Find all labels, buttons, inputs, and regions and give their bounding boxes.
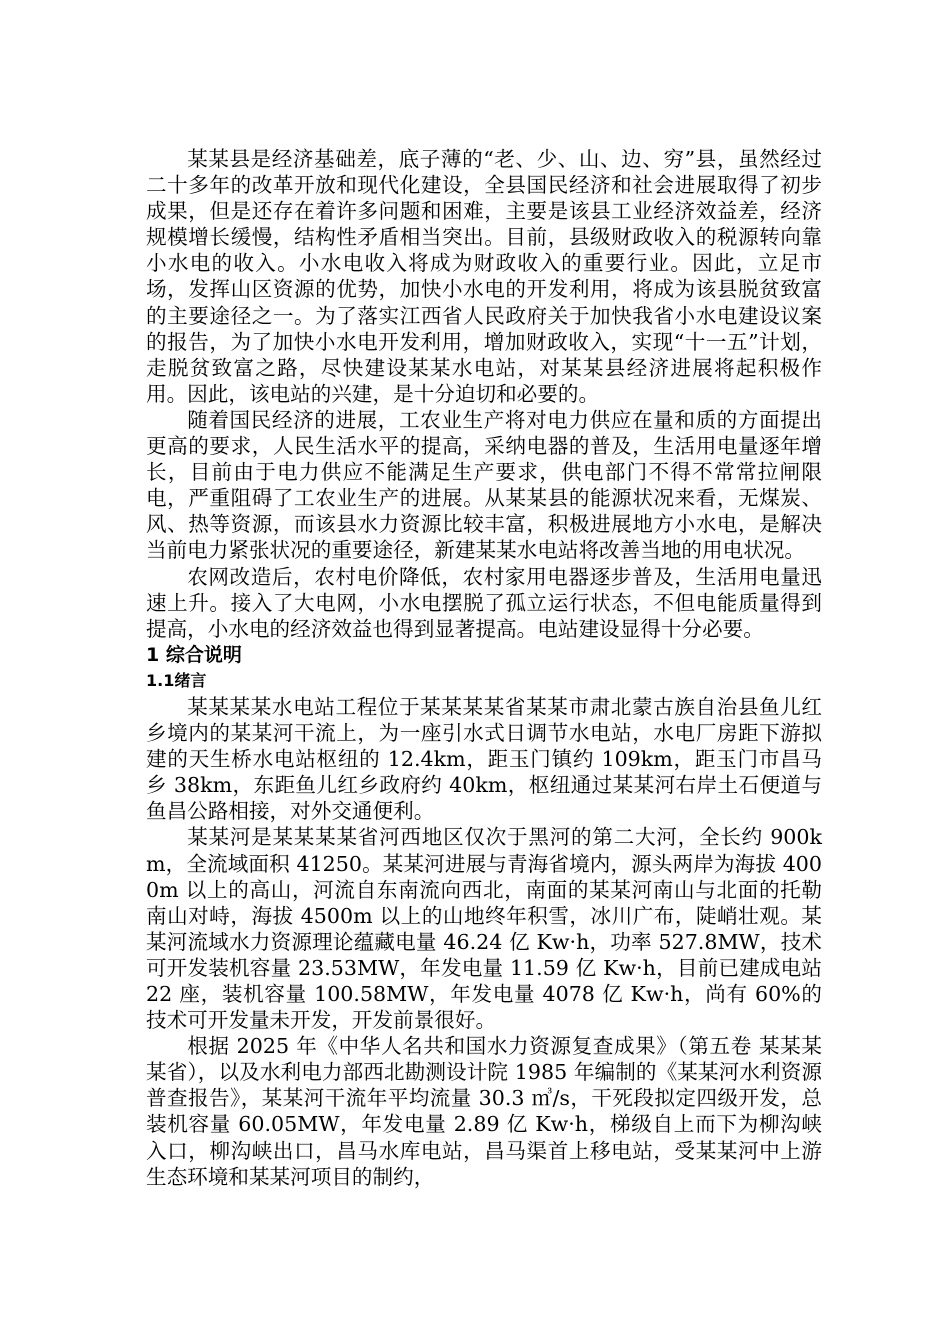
section-heading: 1 综合说明 [146,643,242,666]
section-paragraph-1: 某某某某水电站工程位于某某某某省某某市肃北蒙古族自治县鱼儿红乡境内的某某河干流上，为一座引水式日调节水电站，水电厂房距下游拟建的天生桥水电站枢纽的 12.4km，距玉门镇约 109km，距玉门市昌马乡 38km，东距鱼儿红乡政府约 40km，枢纽通过某某河右岸土石便道与鱼昌公路相接，对外交通便利。 [146,694,822,824]
subsection-heading: 1.1绪言 [146,670,207,690]
document-body [146,146,822,1190]
intro-paragraph-3: 农网改造后，农村电价降低，农村家用电器逐步普及，生活用电量迅速上升。接入了大电网，小水电摆脱了孤立运行状态，不但电能质量得到提高，小水电的经济效益也得到显著提高。电站建设显得十分必要。 [146,564,822,641]
intro-paragraph-1: 某某县是经济基础差，底子薄的“老、少、山、边、穷”县，虽然经过二十多年的改革开放和现代化建设，全县国民经济和社会进展取得了初步成果，但是还存在着许多问题和困难，主要是该县工业经济效益差，经济规模增长缓慢，结构性矛盾相当突出。目前，县级财政收入的税源转向靠小水电的收入。小水电收入将成为财政收入的重要行业。因此，立足市场，发挥山区资源的优势，加快小水电的开发利用，将成为该县脱贫致富的主要途径之一。为了落实江西省人民政府关于加快我省小水电建设议案的报告，为了加快小水电开发利用，增加财政收入，实现“十一五”计划，走脱贫致富之路，尽快建设某某水电站，对某某县经济进展将起积极作用。因此，该电站的兴建，是十分迫切和必要的。 [146,147,822,406]
section-paragraph-2: 某某河是某某某某省河西地区仅次于黑河的第二大河，全长约 900km，全流域面积 41250。某某河进展与青海省境内，源头两岸为海拔 4000m 以上的高山，河流自东南流向西北，南面的某某河南山与北面的托勒南山对峙，海拔 4500m 以上的山地终年积雪，冰川广布，陡峭壮观。某某河流域水力资源理论蕴藏电量 46.24 亿 Kw·h，功率 527.8MW，技术可开发装机容量 23.53MW，年发电量 11.59 亿 Kw·h，目前已建成电站 22 座，装机容量 100.58MW，年发电量 4078 亿 Kw·h，尚有 60%的技术可开发量未开发，开发前景很好。 [146,825,822,1033]
intro-paragraph-2: 随着国民经济的进展，工农业生产将对电力供应在量和质的方面提出更高的要求，人民生活水平的提高，采纳电器的普及，生活用电量逐年增长，目前由于电力供应不能满足生产要求，供电部门不得不常常拉闸限电，严重阻碍了工农业生产的进展。从某某县的能源状况来看，无煤炭、风、热等资源，而该县水力资源比较丰富，积极进展地方小水电，是解决当前电力紧张状况的重要途径，新建某某水电站将改善当地的用电状况。 [146,407,822,563]
section-paragraph-3: 根据 2025 年《中华人名共和国水力资源复查成果》（第五卷 某某某某省），以及水利电力部西北勘测设计院 1985 年编制的《某某河水利资源普查报告》，某某河干流年平均流量 30.3 ㎥/s，干死段拟定四级开发，总装机容量 60.05MW，年发电量 2.89 亿 Kw·h，梯级自上而下为柳沟峡入口，柳沟峡出口，昌马水库电站，昌马渠首上移电站，受某某河中上游生态环境和某某河项目的制约， [146,1034,822,1189]
